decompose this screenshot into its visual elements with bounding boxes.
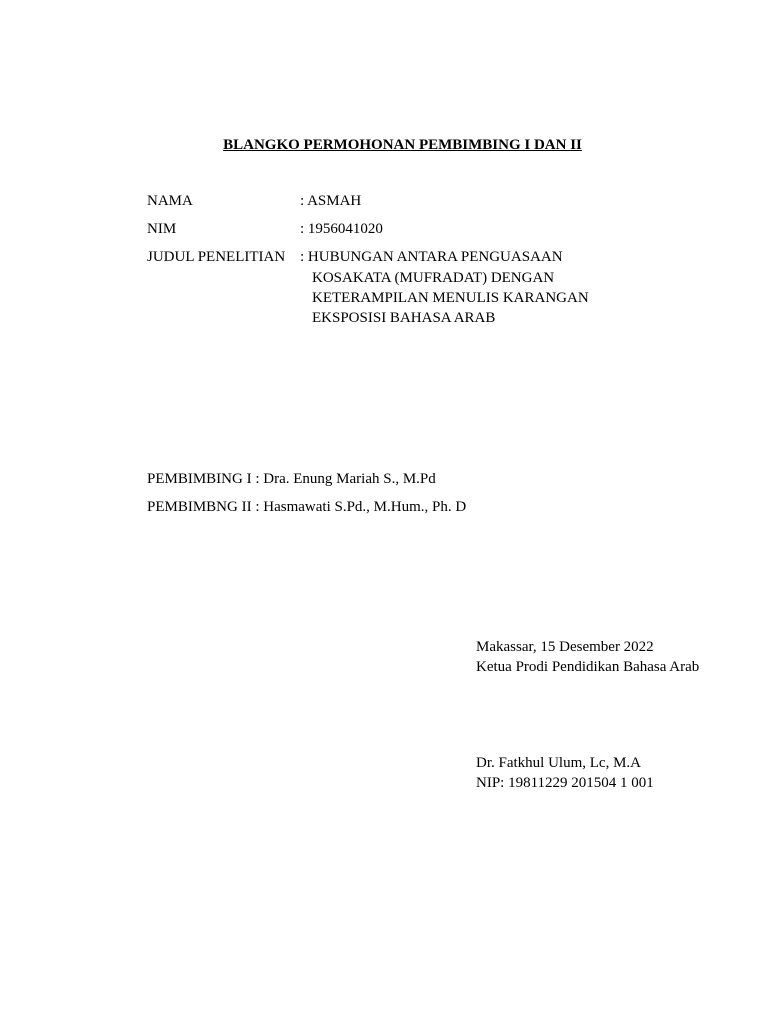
- field-judul-label: JUDUL PENELITIAN: [147, 249, 286, 265]
- field-judul-continuation: [312, 268, 589, 328]
- field-nama-value: : ASMAH: [300, 193, 362, 209]
- field-judul-line-3: KETERAMPILAN MENULIS KARANGAN: [312, 290, 589, 306]
- field-judul-line-4: EKSPOSISI BAHASA ARAB: [312, 310, 496, 326]
- signer-position: Ketua Prodi Pendidikan Bahasa Arab: [476, 659, 700, 675]
- field-nim-label: NIM: [147, 221, 177, 237]
- pembimbing-2: PEMBIMBNG II : Hasmawati S.Pd., M.Hum., Ph. D: [147, 499, 467, 515]
- signer-nip: NIP: 19811229 201504 1 001: [476, 775, 654, 791]
- field-judul-line-2: KOSAKATA (MUFRADAT) DENGAN: [312, 270, 555, 286]
- pembimbing-1: PEMBIMBING I : Dra. Enung Mariah S., M.Pd: [147, 471, 436, 487]
- field-judul-line-1: : HUBUNGAN ANTARA PENGUASAAN: [300, 249, 563, 265]
- field-nim-value: : 1956041020: [300, 221, 383, 237]
- field-judul: [147, 249, 563, 266]
- field-nim: [147, 221, 383, 238]
- field-nama: [147, 193, 361, 210]
- signer-name: Dr. Fatkhul Ulum, Lc, M.A: [476, 755, 641, 771]
- signature-block-top: [476, 637, 699, 677]
- place-date: Makassar, 15 Desember 2022: [476, 639, 654, 655]
- field-nama-label: NAMA: [147, 193, 193, 209]
- document-title: BLANGKO PERMOHONAN PEMBIMBING I DAN II: [223, 137, 582, 153]
- signature-block-bottom: [476, 753, 654, 793]
